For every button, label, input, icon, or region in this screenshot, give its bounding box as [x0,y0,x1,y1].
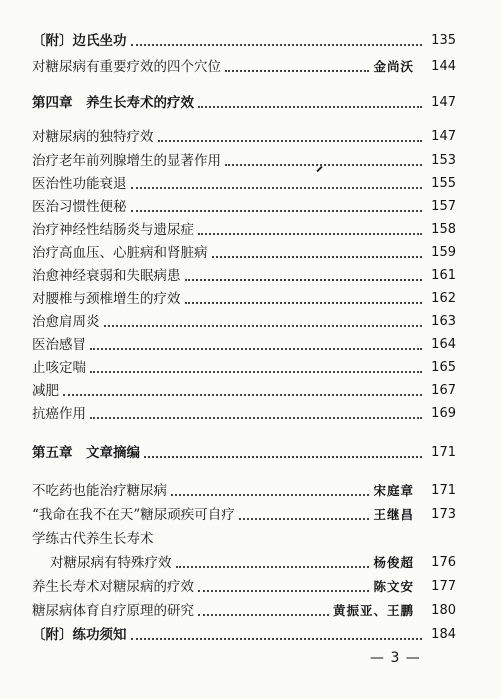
toc-entry [32,265,456,287]
toc-page: 155 [431,176,456,191]
toc-entry [32,150,456,172]
toc-page: 161 [431,268,456,283]
toc-entry [32,30,456,52]
toc-entry [32,242,456,264]
leader-dots [131,210,423,212]
leader-dots [144,456,422,458]
leader-dots [198,614,329,616]
toc-title: “我命在我不在天”糖尿顽疾可自疗 [32,507,235,523]
toc-entry [32,576,456,598]
leader-dots [90,371,422,373]
leader-dots [185,279,423,281]
toc-title: 对糖尿病的独特疗效 [32,129,154,145]
leader-dots [63,394,422,396]
toc-entry [32,56,456,78]
toc-entry [32,219,456,241]
toc-entry [32,380,456,402]
toc-entry [32,624,456,646]
leader-dots [176,566,370,568]
leader-dots [131,187,423,189]
toc-title: 减肥 [32,383,59,399]
toc-page: 159 [431,245,456,260]
leader-dots [239,518,370,520]
toc-title: 对腰椎与颈椎增生的疗效 [32,291,181,307]
leader-dots [131,638,423,640]
toc-page: 171 [431,445,456,460]
leader-dots [185,302,423,304]
toc-page: 163 [431,314,456,329]
toc-title: 〔附〕边氏坐功 [32,33,127,49]
leader-dots [90,417,422,419]
leader-dots [171,494,369,496]
leader-dots [225,70,369,72]
leader-dots [104,325,423,327]
toc-title: 糖尿病体育自疗原理的研究 [32,603,194,619]
toc-title: 养生长寿术对糖尿病的疗效 [32,579,194,595]
toc-entry [32,528,456,550]
toc-title: 医治习惯性便秘 [32,199,127,215]
toc-page: 177 [431,579,456,594]
toc-title: 抗癌作用 [32,406,86,422]
toc-title: 不吃药也能治疗糖尿病 [32,483,167,499]
toc-page: 162 [431,291,456,306]
toc-title: 第四章 养生长寿术的疗效 [32,95,194,111]
toc-page: 169 [431,406,456,421]
toc-page: 171 [431,483,456,498]
toc-title: 对糖尿病有特殊疗效 [50,555,172,571]
toc-author: 杨俊超 [373,555,414,570]
toc-page: 173 [431,507,456,522]
toc-chapter [32,92,456,114]
leader-dots [158,140,423,142]
toc-page: 144 [431,59,456,74]
toc-author: 陈文安 [373,579,414,594]
toc-chapter [32,442,456,464]
toc-page: 147 [431,129,456,144]
toc-page: 180 [431,603,456,618]
toc-page: 147 [431,95,456,110]
leader-dots [90,348,422,350]
toc-title: 第五章 文章摘编 [32,445,140,461]
toc-page: 165 [431,360,456,375]
toc-title: 治疗高血压、心脏病和肾脏病 [32,245,208,261]
toc-page: 158 [431,222,456,237]
leader-dots [198,590,369,592]
toc-entry [32,357,456,379]
leader-dots [225,164,422,166]
toc-page: 164 [431,337,456,352]
page-number: — 3 — [370,650,421,666]
toc-entry [32,334,456,356]
toc-page: 176 [431,555,456,570]
toc-page: 135 [431,33,456,48]
toc-entry [32,126,456,148]
toc-author: 宋庭章 [373,483,414,498]
leader-dots [198,106,422,108]
toc-title: 治疗神经性结肠炎与遗尿症 [32,222,194,238]
toc-title: 对糖尿病有重要疗效的四个穴位 [32,59,221,75]
toc-entry [32,600,456,622]
toc-page: 153 [431,153,456,168]
toc-entry [32,311,456,333]
toc-title: 医治性功能衰退 [32,176,127,192]
leader-dots [198,233,422,235]
leader-dots [212,256,423,258]
toc-entry [32,288,456,310]
toc-author: 金尚沃 [373,59,414,74]
toc-title: 治愈肩周炎 [32,314,100,330]
toc-entry [32,480,456,502]
toc-entry [32,196,456,218]
toc-author: 黄振亚、王鹏 [332,603,414,618]
leader-dots [131,44,423,46]
toc-page: 157 [431,199,456,214]
toc-title: 止咳定喘 [32,360,86,376]
toc-title: 〔附〕练功须知 [32,627,127,643]
toc-title: 医治感冒 [32,337,86,353]
toc-entry [50,552,456,574]
toc-entry [32,173,456,195]
toc-author: 王继昌 [373,507,414,522]
toc-page: 167 [431,383,456,398]
toc-entry [32,504,456,526]
toc-entry [32,403,456,425]
toc-title: 治愈神经衰弱和失眠病患 [32,268,181,284]
toc-page: 184 [431,627,456,642]
toc-title: 学练古代养生长寿术 [32,531,154,547]
toc-title: 治疗老年前列腺增生的显著作用 [32,153,221,169]
